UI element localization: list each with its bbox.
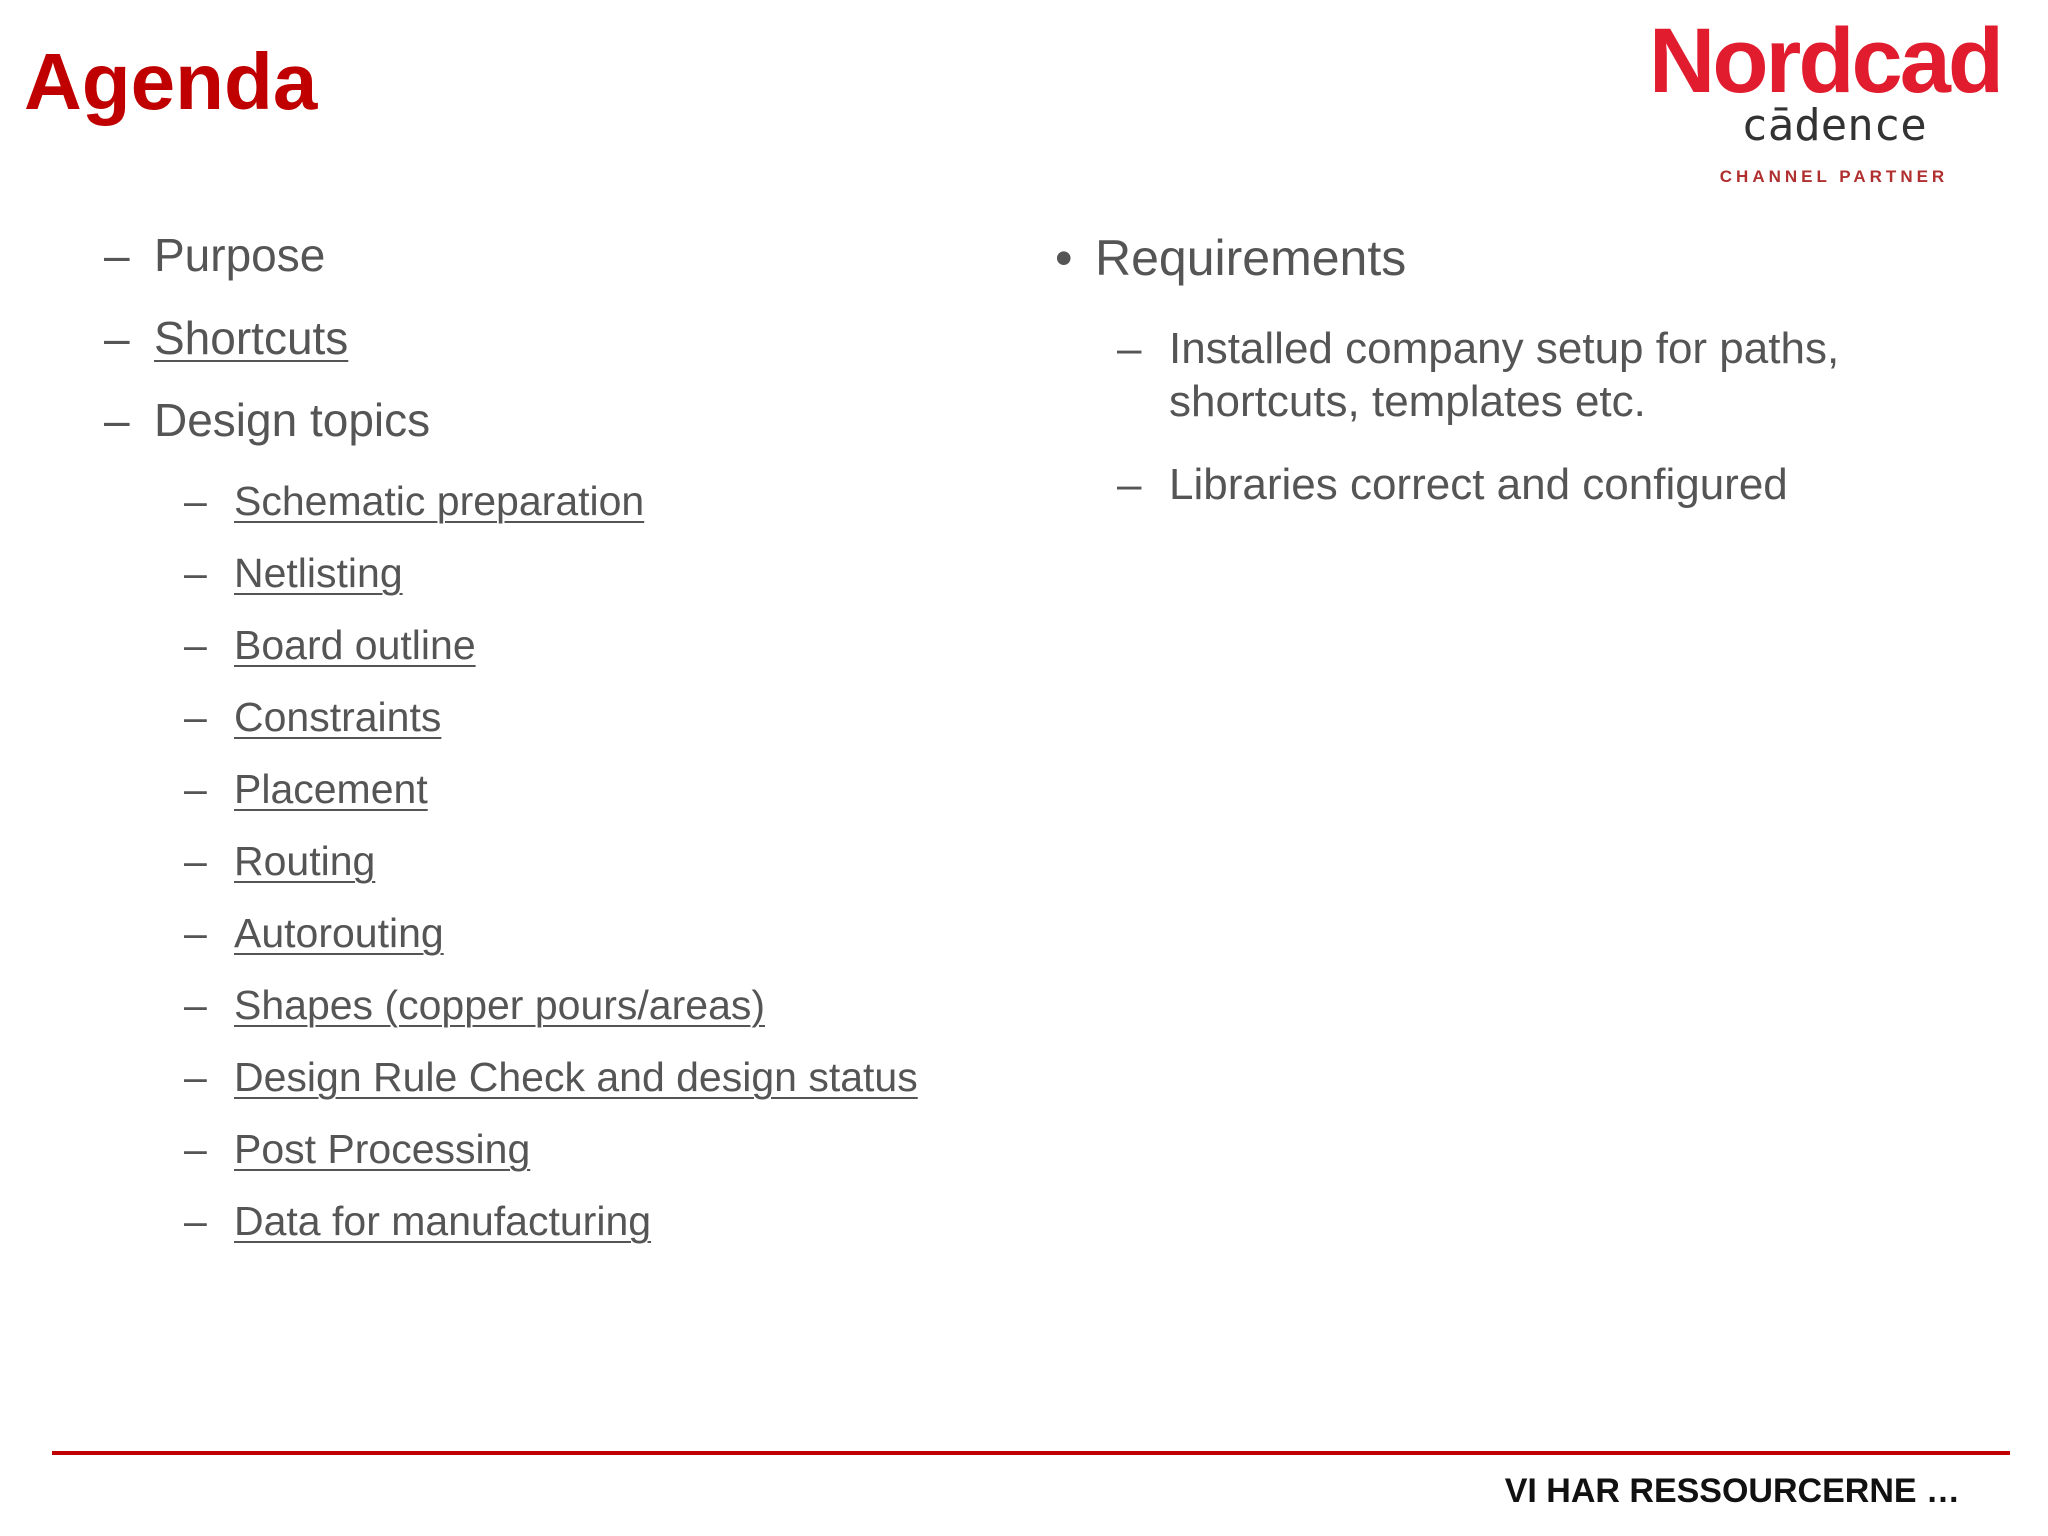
- subtopic-label[interactable]: Routing: [234, 838, 376, 884]
- requirement-line: shortcuts, templates etc.: [1169, 377, 1646, 426]
- subtopic-label[interactable]: Netlisting: [234, 550, 403, 596]
- subtopic-label[interactable]: Placement: [234, 766, 428, 812]
- subtopic-label[interactable]: Schematic preparation: [234, 478, 645, 524]
- subtopic-label[interactable]: Post Processing: [234, 1126, 531, 1172]
- nordcad-cadence-logo: [1610, 10, 2040, 200]
- dash-marker: –: [184, 478, 207, 524]
- bullet-marker: •: [1055, 230, 1073, 286]
- agenda-item-label: Purpose: [154, 229, 326, 281]
- logo-tagline: CHANNEL PARTNER: [1719, 167, 1949, 186]
- logo-partner: cādence: [1741, 100, 1927, 151]
- dash-marker: –: [184, 838, 207, 884]
- logo-graphic: [1610, 10, 2040, 200]
- dash-marker: –: [184, 694, 207, 740]
- dash-marker: –: [104, 229, 130, 281]
- dash-marker: –: [1117, 324, 1142, 373]
- dash-marker: –: [184, 1198, 207, 1244]
- subtopic-label[interactable]: Board outline: [234, 622, 476, 668]
- dash-marker: –: [104, 312, 130, 364]
- agenda-link-shortcuts[interactable]: Shortcuts: [154, 312, 349, 364]
- dash-marker: –: [184, 1054, 207, 1100]
- requirements-heading: Requirements: [1095, 230, 1407, 286]
- dash-marker: –: [184, 550, 207, 596]
- footer-tagline: VI HAR RESSOURCERNE …: [1504, 1472, 1960, 1510]
- subtopic-label[interactable]: Constraints: [234, 694, 442, 740]
- page-title: Agenda: [24, 37, 318, 126]
- agenda-item-label: Design topics: [154, 394, 431, 446]
- logo-brand: Nordcad: [1648, 10, 2002, 112]
- subtopic-label[interactable]: Shapes (copper pours/areas): [234, 982, 766, 1028]
- requirement-line: Libraries correct and configured: [1169, 460, 1788, 509]
- requirement-line: Installed company setup for paths,: [1169, 324, 1840, 373]
- requirements-section: [1055, 230, 1955, 530]
- footer-divider: [52, 1451, 2010, 1455]
- agenda-left-list: [104, 229, 1004, 1249]
- dash-marker: –: [184, 622, 207, 668]
- subtopic-label[interactable]: Autorouting: [234, 910, 444, 956]
- subtopic-label[interactable]: Data for manufacturing: [234, 1198, 652, 1244]
- dash-marker: –: [184, 910, 207, 956]
- dash-marker: –: [104, 394, 130, 446]
- dash-marker: –: [1117, 460, 1142, 509]
- subtopic-label[interactable]: Design Rule Check and design status: [234, 1054, 918, 1100]
- dash-marker: –: [184, 982, 207, 1028]
- dash-marker: –: [184, 766, 207, 812]
- dash-marker: –: [184, 1126, 207, 1172]
